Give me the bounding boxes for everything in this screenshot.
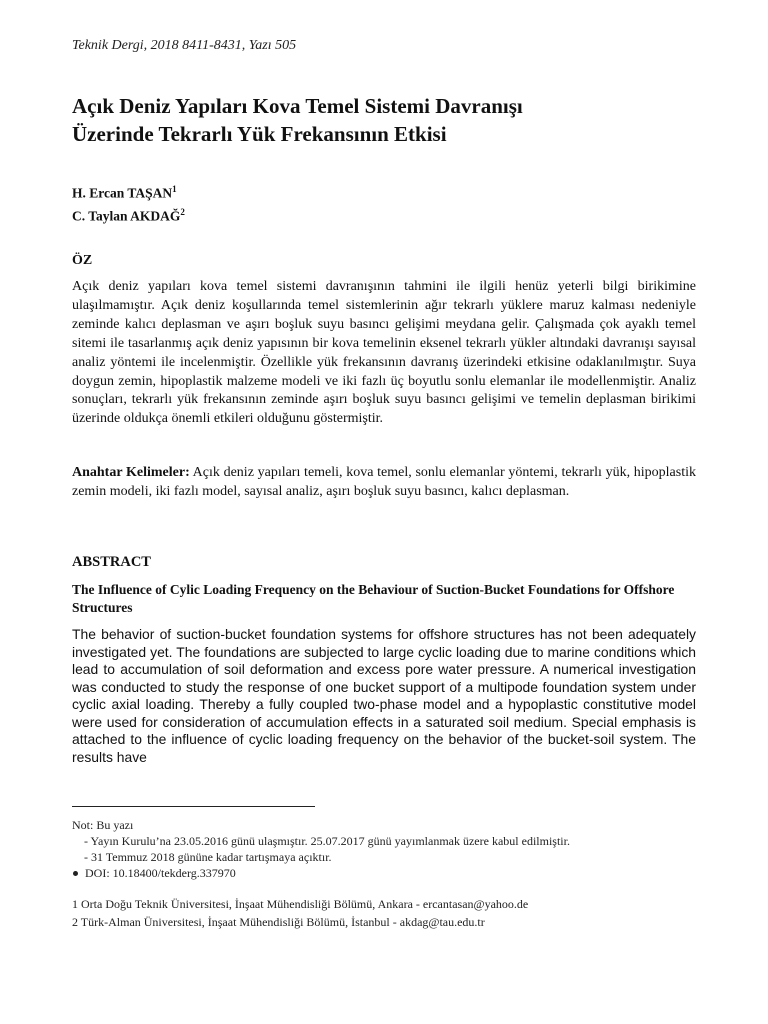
author-name: H. Ercan TAŞAN [72,185,173,201]
doi-line [72,866,696,882]
keywords-text: Açık deniz yapıları temeli, kova temel, sonlu elemanlar yöntemi, tekrarlı yük, hipoplastik zemin modeli, iki fazlı model, sayısal analiz, aşırı boşluk suyu basıncı, kalıcı deplasman. [72,465,696,499]
author-name: C. Taylan AKDAĞ [72,208,181,223]
author-2 [72,203,696,226]
doi-text: DOI: 10.18400/tekderg.337970 [85,866,236,880]
footnote-divider [72,806,315,807]
abstract-body: The behavior of suction-bucket foundation systems for offshore structures has not been adequately investigated yet. The foundations are subjected to large cyclic loading due to marine conditions which lead to accumulation of soil deformation and excess pore water pressure. A numerical investigation was conducted to study the response of one bucket support of a multipode foundation system under cyclic axial loading. Thereby a fully coupled two-phase model and a hypoplastic constitutive model were used for consideration of accumulation effects in a saturated soil medium. Special emphasis is attached to the influence of cyclic loading frequency on the behavior of the bucket-soil system. The results have [72,626,696,765]
bullet-icon [73,871,78,876]
author-affiliation-mark: 1 [172,184,177,194]
paper-title-tr [72,92,696,148]
title-line-1: Açık Deniz Yapıları Kova Temel Sistemi Davranışı [72,94,523,118]
footnote-item: - Yayın Kurulu’na 23.05.2016 günü ulaşmıştır. 25.07.2017 günü yayımlanmak üzere kabul edilmiştir. [84,834,570,848]
oz-body: Açık deniz yapıları kova temel sistemi davranışının tahmini ile ilgili henüz yeterli bilgi birikimine ulaşılmamıştır. Açık deniz koşullarında temel sistemlerinin ağır tekrarlı yüklere maruz kalması nedeniyle zeminde kalıcı deplasman ve aşırı boşluk suyu basıncı gelişimi meydana gelir. Çalışmada çok ayaklı temel sitemi ile tasarlanmış açık deniz yapısının bir kova temelinin eksenel tekrarlı yükler altındaki davranışı sayısal analiz yöntemi ile incelenmiştir. Özellikle yük frekansının davranış üzerindeki etkisine odaklanılmıştır. Suya doygun zemin, hipoplastik malzeme modeli ve iki fazlı üç boyutlu sonlu elemanlar ile modellenmiştir. Analiz sonuçları, tekrarlı yük frekansının zeminde aşırı boşluk suyu basıncı gelişimi ve temelin deplasman birikimi üzerinde oldukça önemli etkileri olduğunu göstermiştir. [72,279,696,427]
author-list [72,180,696,225]
abstract-heading: ABSTRACT [72,554,151,570]
author-1 [72,180,696,203]
footnote-item: - 31 Temmuz 2018 gününe kadar tartışmaya açıktır. [84,850,332,864]
paper-title-en: The Influence of Cylic Loading Frequency on the Behaviour of Suction-Bucket Foundations for Offshore Structures [72,582,675,615]
author-affiliation-mark: 2 [180,206,185,217]
journal-citation: Teknik Dergi, 2018 8411-8431, Yazı 505 [72,38,297,53]
keywords-tr [72,464,696,502]
oz-heading: ÖZ [72,253,93,268]
title-line-2: Üzerinde Tekrarlı Yük Frekansının Etkisi [72,122,447,146]
keywords-label: Anahtar Kelimeler: [72,465,190,480]
footnote-title: Not: Bu yazı [72,818,134,832]
affiliation-1: 1 Orta Doğu Teknik Üniversitesi, İnşaat Mühendisliği Bölümü, Ankara - ercantasan@yahoo.de [72,897,529,911]
affiliation-2: 2 Türk-Alman Üniversitesi, İnşaat Mühendisliği Bölümü, İstanbul - akdag@tau.edu.tr [72,915,485,929]
